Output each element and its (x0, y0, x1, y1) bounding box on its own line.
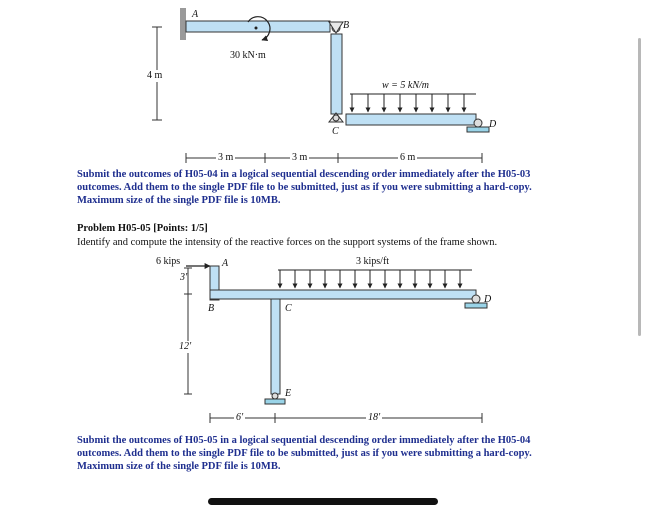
problem-description: Identify and compute the intensity of the reactive forces on the support systems of the frame shown. (77, 237, 498, 248)
label2-a: A (222, 258, 229, 269)
moment-label: 30 kN·m (230, 50, 266, 61)
dim-6m: 6 m (400, 152, 416, 163)
dim2-18ft: 18′ (368, 412, 381, 423)
beam-ab (186, 21, 330, 32)
fixed-wall-a (180, 8, 186, 40)
label2-e: E (285, 388, 292, 399)
height-label: 4 m (147, 70, 163, 81)
dim2-3ft: 3′ (180, 272, 188, 283)
dim2-12ft: 12′ (179, 341, 192, 352)
column-bc (331, 34, 342, 114)
distributed-load2-arrows (280, 270, 460, 288)
load2-label: 3 kips/ft (356, 256, 390, 267)
label-c: C (332, 126, 339, 137)
roller-d2 (472, 295, 480, 303)
dim2-6ft: 6′ (236, 412, 244, 423)
home-indicator[interactable] (208, 498, 438, 505)
hinge-b (329, 22, 343, 33)
scrollbar[interactable] (638, 38, 641, 336)
roller-d (474, 119, 482, 127)
label-a: A (192, 9, 199, 20)
label-b: B (343, 20, 350, 31)
dim-3m-first: 3 m (218, 152, 234, 163)
dim-3m-second: 3 m (292, 152, 308, 163)
label2-c: C (285, 303, 292, 314)
moment-center-dot (255, 27, 258, 30)
pin-e (272, 393, 278, 399)
submission-note-2: Submit the outcomes of H05-05 in a logical sequential descending order immediately after the H05-04 outcomes. Add them to the single PDF file to be submitted, just as if you were submitting a hard-copy. Maximum size of the single PDF file is 10MB. (77, 435, 532, 472)
label-d: D (489, 119, 497, 130)
load-label: w = 5 kN/m (382, 80, 430, 91)
support-base-d (467, 127, 489, 132)
beam-bd (210, 290, 476, 299)
label2-d: D (484, 294, 492, 305)
column-ce (271, 299, 280, 394)
support-base-e (265, 399, 285, 404)
problem-title: Problem H05-05 [Points: 1/5] (77, 223, 208, 234)
label2-b: B (208, 303, 215, 314)
submission-note-1: Submit the outcomes of H05-04 in a logical sequential descending order immediately after the H05-03 outcomes. Add them to the single PDF file to be submitted, just as if you were submitting a hard-copy. Maximum size of the single PDF file is 10MB. (77, 169, 532, 206)
beam-cd (346, 114, 476, 125)
force-label: 6 kips (156, 256, 181, 267)
distributed-load-arrows (352, 94, 464, 112)
pin-c (333, 115, 339, 121)
